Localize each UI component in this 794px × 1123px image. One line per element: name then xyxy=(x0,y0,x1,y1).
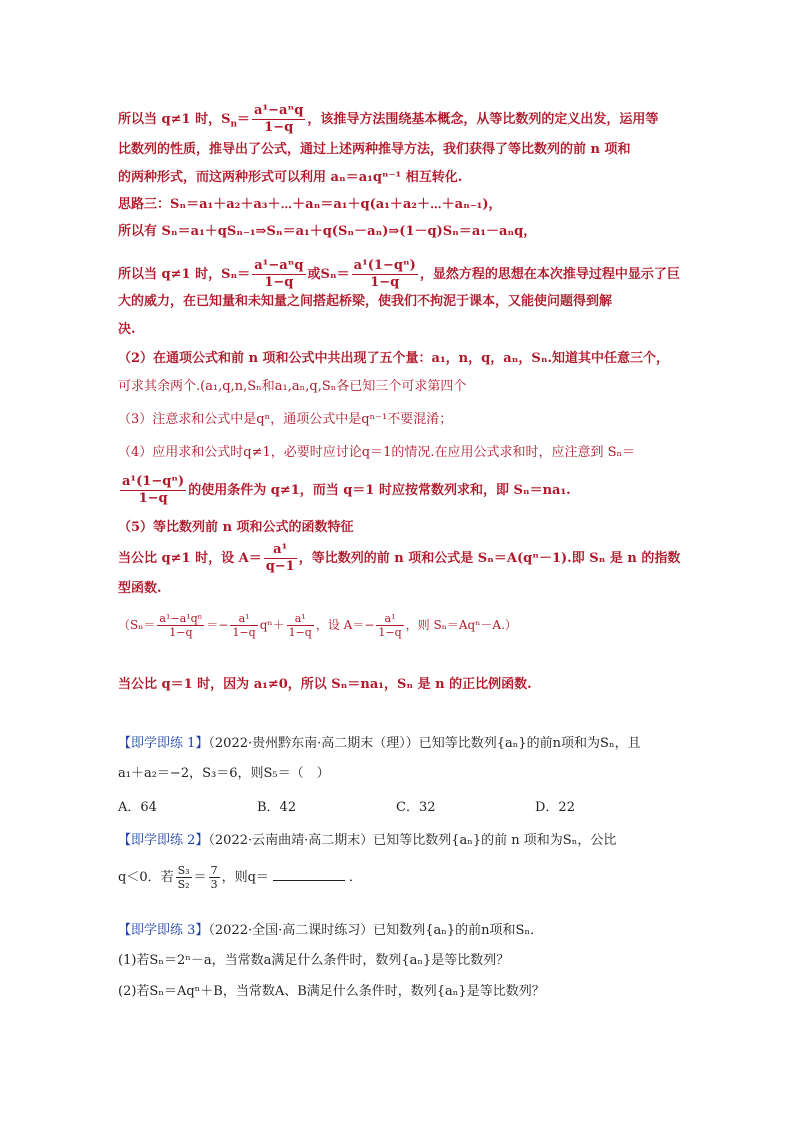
exercise-3-question-1: (1)若Sₙ＝2ⁿ－a，当常数a满足什么条件时，数列{aₙ}是等比数列？ xyxy=(118,953,510,968)
derivation-line-3: 的两种形式，而这两种形式可以利用 aₙ＝a₁qⁿ⁻¹ 相互转化. xyxy=(118,170,463,185)
derivation-line-2: 比数列的性质，推导出了公式，通过上述两种推导方法，我们获得了等比数列的前 n 项和 xyxy=(118,142,631,157)
fraction: $\frac{\text{a¹}}{1-q}$ xyxy=(288,612,312,639)
fraction: $\frac{\text{a¹(1−qⁿ)}}{1-q}$ xyxy=(122,474,185,506)
exercise-1-option-d[interactable]: D．22 xyxy=(535,800,575,815)
exercise-1-option-b[interactable]: B．42 xyxy=(257,800,297,815)
derivation-line-1: 所以当 q≠1 时，$S_n=$ $\frac{\text{a¹−aⁿq}}{1-q}$ ，该推导方法围绕基本概念，从等比数列的定义出发，运用等 xyxy=(118,103,659,135)
exercise-3-line-a: 【即学即练 3】（2022·全国·高二课时练习）已知数列{aₙ}的前n项和Sₙ． xyxy=(118,923,544,938)
fraction: $\frac{\text{a¹(1−qⁿ)}}{1-q}$ xyxy=(353,258,416,290)
answer-blank[interactable] xyxy=(273,880,345,881)
fraction: $\frac{\text{a¹}}{1-q}$ xyxy=(378,612,402,639)
fraction: $\frac{\text{a¹}}{q-1}$ xyxy=(265,542,295,574)
fraction: $\frac{\text{S₃}}{\text{S₂}}$ xyxy=(177,864,190,891)
note-5-line-c: （Sₙ＝ $\frac{\text{a¹−a¹qⁿ}}{1-q}$ ＝− $\frac{\text{a¹}}{1-q}$ qⁿ＋ $\frac{\text{a¹}}{1-q}$ ，设 A＝− $\frac{\text{a¹}}{1-q}$ ，则 Sₙ＝Aqⁿ－A.） xyxy=(118,612,517,639)
fraction: $\frac{7}{3}$ xyxy=(210,864,218,891)
exercise-2-line-b: q＜0．若 $\frac{\text{S₃}}{\text{S₂}}$ ＝ $\frac{7}{3}$ ，则q＝ ． xyxy=(118,864,362,891)
note-3: （3）注意求和公式中是qⁿ，通项公式中是qⁿ⁻¹不要混淆； xyxy=(118,412,453,427)
derivation-line-4: 思路三：Sₙ＝a₁＋a₂＋a₃＋⋯＋aₙ＝a₁＋q(a₁＋a₂＋⋯＋aₙ₋₁)， xyxy=(118,197,502,212)
derivation-line-8: 决. xyxy=(118,322,136,337)
note-2-line-b: 可求其余两个.(a₁,q,n,Sₙ和a₁,aₙ,q,Sₙ各已知三个可求第四个 xyxy=(118,379,467,394)
fraction: $\frac{\text{a¹−a¹qⁿ}}{1-q}$ xyxy=(159,612,203,639)
exercise-1-option-c[interactable]: C．32 xyxy=(396,800,436,815)
note-5-title: （5）等比数列前 n 项和公式的函数特征 xyxy=(118,520,354,535)
fraction: $\frac{\text{a¹−aⁿq}}{1-q}$ xyxy=(254,258,304,290)
note-5-line-b: 型函数. xyxy=(118,581,162,596)
exercise-3-question-2: (2)若Sₙ＝Aqⁿ＋B，当常数A、B满足什么条件时，数列{aₙ}是等比数列？ xyxy=(118,984,545,999)
note-2-line-a: （2）在通项公式和前 n 项和公式中共出现了五个量：a₁，n，q，aₙ，Sₙ.知道其中任意三个， xyxy=(118,351,670,366)
fraction: $\frac{\text{a¹}}{1-q}$ xyxy=(232,612,256,639)
exercise-tag: 【即学即练 1】 xyxy=(118,736,209,751)
fraction: $\frac{\text{a¹−aⁿq}}{1-q}$ xyxy=(254,103,304,135)
derivation-line-6: 所以当 q≠1 时，Sₙ＝ $\frac{\text{a¹−aⁿq}}{1-q}$ 或Sₙ＝ $\frac{\text{a¹(1−qⁿ)}}{1-q}$ ，显然方程的思想在本次推导过程中显示了巨 xyxy=(118,258,680,290)
note-4-line-b: $\frac{\text{a¹(1−qⁿ)}}{1-q}$ 的使用条件为 q≠1，而当 q＝1 时应按常数列求和，即 Sₙ＝na₁. xyxy=(122,474,571,506)
note-5-line-d: 当公比 q＝1 时，因为 a₁≠0，所以 Sₙ＝na₁，Sₙ 是 n 的正比例函数. xyxy=(118,677,532,692)
derivation-line-5: 所以有 Sₙ＝a₁＋qSₙ₋₁⇒Sₙ＝a₁＋q(Sₙ－aₙ)⇒(1－q)Sₙ＝a₁－aₙq， xyxy=(118,224,537,239)
exercise-1-line-a: 【即学即练 1】（2022·贵州黔东南·高二期末（理））已知等比数列{aₙ}的前n项和为Sₙ，且 xyxy=(118,736,641,751)
exercise-1-line-b: a₁＋a₂＝−2，S₃＝6，则S₅＝（ ） xyxy=(118,766,330,781)
exercise-tag: 【即学即练 2】 xyxy=(118,833,209,848)
derivation-line-7: 大的威力，在已知量和未知量之间搭起桥梁，使我们不拘泥于课本，又能使问题得到解 xyxy=(118,294,613,309)
exercise-1-option-a[interactable]: A．64 xyxy=(118,800,157,815)
note-4-line-a: （4）应用求和公式时q≠1，必要时应讨论q＝1的情况.在应用公式求和时，应注意到 Sₙ＝ xyxy=(118,445,636,460)
note-5-line-a: 当公比 q≠1 时，设 A＝ $\frac{\text{a¹}}{q-1}$ ，等比数列的前 n 项和公式是 Sₙ＝A(qⁿ－1).即 Sₙ 是 n 的指数 xyxy=(118,542,681,574)
exercise-tag: 【即学即练 3】 xyxy=(118,923,209,938)
exercise-2-line-a: 【即学即练 2】（2022·云南曲靖·高二期末）已知等比数列{aₙ}的前 n 项和为Sₙ，公比 xyxy=(118,833,617,848)
